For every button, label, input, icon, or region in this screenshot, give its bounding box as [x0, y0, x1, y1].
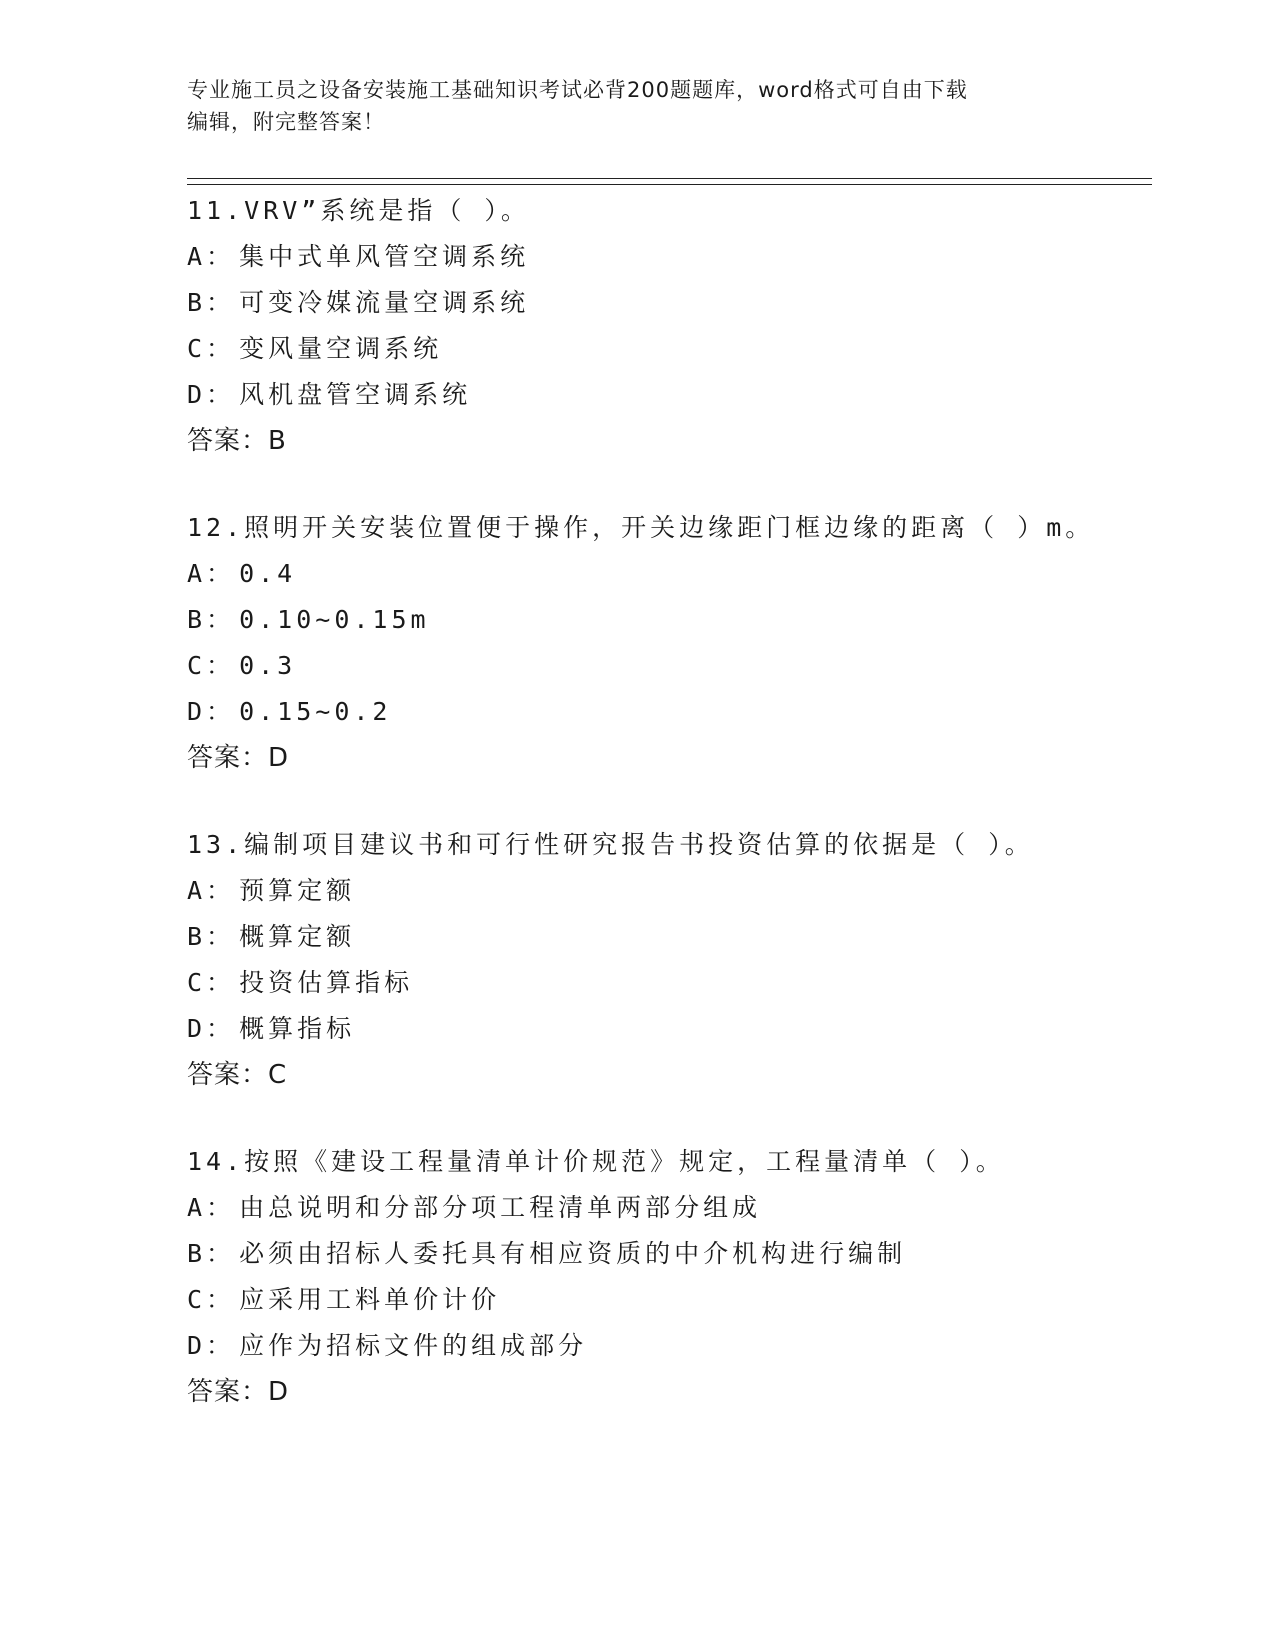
- option-letter: B：: [187, 605, 236, 634]
- option-b: [187, 280, 1152, 326]
- option-text: 概算指标: [239, 1014, 356, 1043]
- option-b: [187, 597, 1152, 643]
- option-d: [187, 1323, 1152, 1369]
- answer-line: [187, 1052, 1152, 1098]
- option-a: [187, 551, 1152, 597]
- option-a: [187, 1185, 1152, 1231]
- option-letter: D：: [187, 380, 236, 409]
- option-c: [187, 1277, 1152, 1323]
- header-divider-bottom: [187, 184, 1152, 185]
- option-text: 0.15~0.2: [239, 697, 392, 726]
- question-stem: 13.编制项目建议书和可行性研究报告书投资估算的依据是（ ）。: [187, 830, 1034, 859]
- option-text: 可变冷媒流量空调系统: [239, 288, 530, 317]
- option-letter: D：: [187, 697, 236, 726]
- option-a: [187, 868, 1152, 914]
- option-d: [187, 689, 1152, 735]
- option-text: 0.10~0.15m: [239, 605, 430, 634]
- option-text: 集中式单风管空调系统: [239, 242, 530, 271]
- answer-label: 答案：: [187, 1060, 269, 1090]
- option-b: [187, 914, 1152, 960]
- question-stem: 12.照明开关安装位置便于操作，开关边缘距门框边缘的距离（ ）m。: [187, 513, 1095, 542]
- option-b: [187, 1231, 1152, 1277]
- option-text: 必须由招标人委托具有相应资质的中介机构进行编制: [239, 1239, 907, 1268]
- option-a: [187, 234, 1152, 280]
- question-12: [187, 505, 1152, 781]
- option-letter: D：: [187, 1331, 236, 1360]
- answer-line: [187, 735, 1152, 781]
- answer-value: C: [268, 1060, 288, 1090]
- question-11: [187, 188, 1152, 464]
- option-letter: C：: [187, 651, 236, 680]
- option-text: 风机盘管空调系统: [239, 380, 472, 409]
- option-letter: C：: [187, 334, 236, 363]
- option-letter: C：: [187, 1285, 236, 1314]
- option-c: [187, 326, 1152, 372]
- option-text: 应作为招标文件的组成部分: [239, 1331, 588, 1360]
- option-d: [187, 1006, 1152, 1052]
- option-letter: A：: [187, 876, 236, 905]
- option-letter: C：: [187, 968, 236, 997]
- option-letter: B：: [187, 1239, 236, 1268]
- option-letter: B：: [187, 288, 236, 317]
- option-text: 应采用工料单价计价: [239, 1285, 501, 1314]
- answer-line: [187, 1369, 1152, 1415]
- question-13: [187, 822, 1152, 1098]
- answer-line: [187, 418, 1152, 464]
- question-14: [187, 1139, 1152, 1415]
- option-letter: D：: [187, 1014, 236, 1043]
- option-text: 投资估算指标: [239, 968, 414, 997]
- option-c: [187, 960, 1152, 1006]
- option-text: 0.3: [239, 651, 297, 680]
- option-letter: A：: [187, 559, 236, 588]
- answer-value: D: [268, 743, 290, 773]
- question-stem: 14.按照《建设工程量清单计价规范》规定，工程量清单（ ）。: [187, 1147, 1005, 1176]
- header-line-2: 编辑，附完整答案！: [187, 110, 385, 134]
- option-text: 由总说明和分部分项工程清单两部分组成: [239, 1193, 762, 1222]
- option-text: 预算定额: [239, 876, 356, 905]
- document-header: [187, 74, 1067, 138]
- answer-label: 答案：: [187, 743, 269, 773]
- option-text: 变风量空调系统: [239, 334, 443, 363]
- option-letter: A：: [187, 242, 236, 271]
- option-c: [187, 643, 1152, 689]
- question-list: [187, 188, 1152, 1456]
- answer-value: B: [268, 426, 287, 456]
- answer-label: 答案：: [187, 1377, 269, 1407]
- question-stem: 11.VRV”系统是指（ ）。: [187, 196, 530, 225]
- option-d: [187, 372, 1152, 418]
- header-divider-top: [187, 178, 1152, 179]
- option-letter: B：: [187, 922, 236, 951]
- option-letter: A：: [187, 1193, 236, 1222]
- answer-label: 答案：: [187, 426, 269, 456]
- header-line-1: 专业施工员之设备安装施工基础知识考试必背200题题库，word格式可自由下载: [187, 78, 968, 102]
- option-text: 概算定额: [239, 922, 356, 951]
- answer-value: D: [268, 1377, 290, 1407]
- option-text: 0.4: [239, 559, 297, 588]
